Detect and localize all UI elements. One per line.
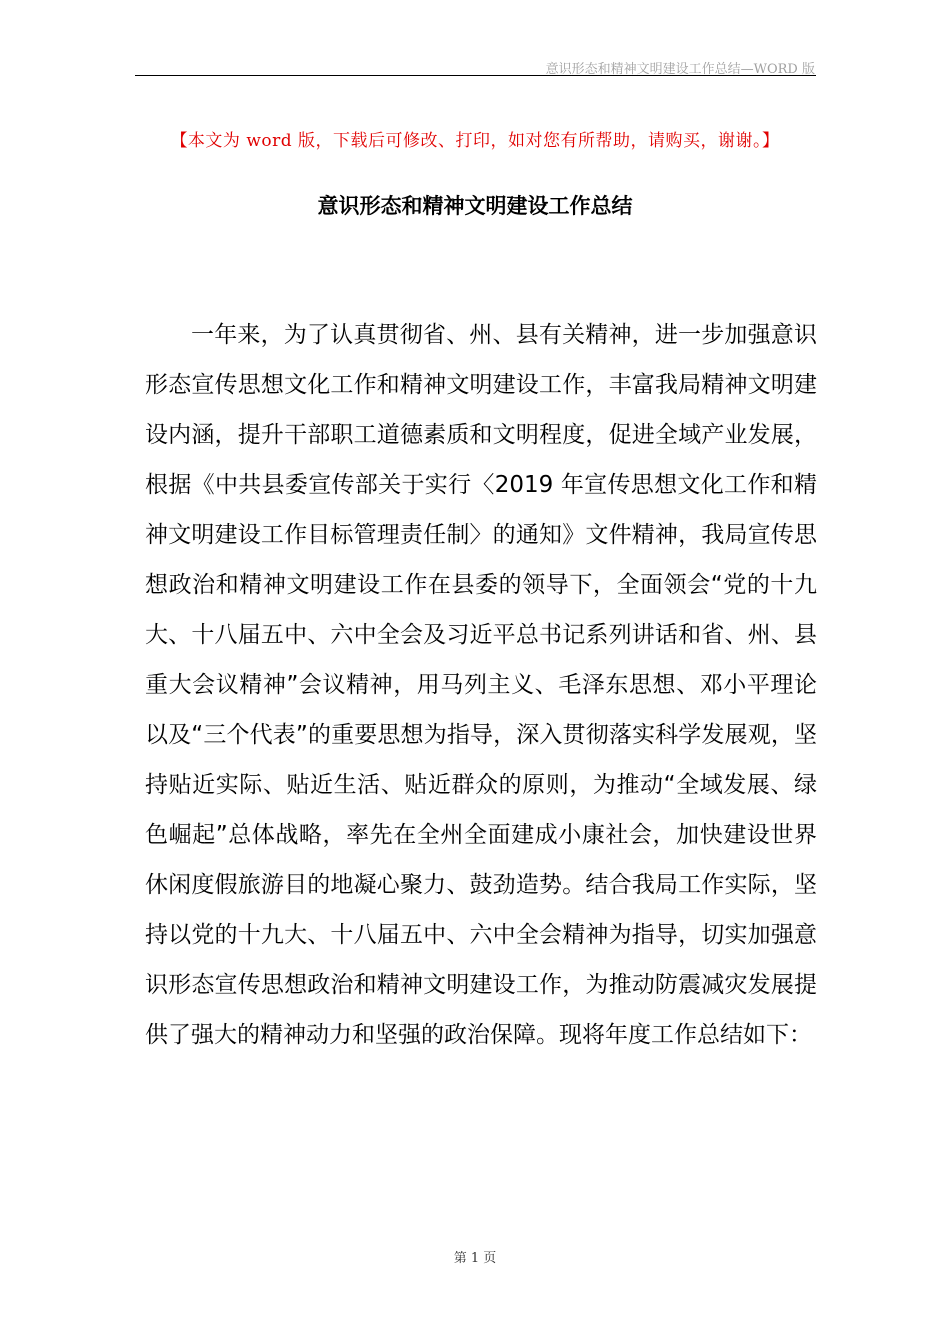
running-header: 意识形态和精神文明建设工作总结—WORD 版 xyxy=(545,62,815,77)
body-paragraph: 一年来，为了认真贯彻省、州、县有关精神，进一步加强意识形态宣传思想文化工作和精神文明建设工作，丰富我局精神文明建设内涵，提升干部职工道德素质和文明程度，促进全域产业发展，根据《中共县委宣传部关于实行〈2019 年宣传思想文化工作和精神文明建设工作目标管理责任制〉的通知》文件精神，我局宣传思想政治和精神文明建设工作在县委的领导下，全面领会“党的十九大、十八届五中、六中全会及习近平总书记系列讲话和省、州、县重大会议精神”会议精神，用马列主义、毛泽东思想、邓小平理论以及“三个代表”的重要思想为指导，深入贯彻落实科学发展观，坚持贴近实际、贴近生活、贴近群众的原则，为推动“全域发展、绿色崛起”总体战略，率先在全州全面建成小康社会，加快建设世界休闲度假旅游目的地凝心聚力、鼓劲造势。结合我局工作实际，坚持以党的十九大、十八届五中、六中全会精神为指导，切实加强意识形态宣传思想政治和精神文明建设工作，为推动防震减灾发展提供了强大的精神动力和坚强的政治保障。现将年度工作总结如下： xyxy=(145,322,817,1048)
purchase-notice: 【本文为 word 版，下载后可修改、打印，如对您有所帮助，请购买，谢谢。】 xyxy=(170,131,780,151)
header-divider xyxy=(135,75,816,76)
document-title: 意识形态和精神文明建设工作总结 xyxy=(317,194,633,218)
page-number: 第 1 页 xyxy=(453,1251,497,1266)
